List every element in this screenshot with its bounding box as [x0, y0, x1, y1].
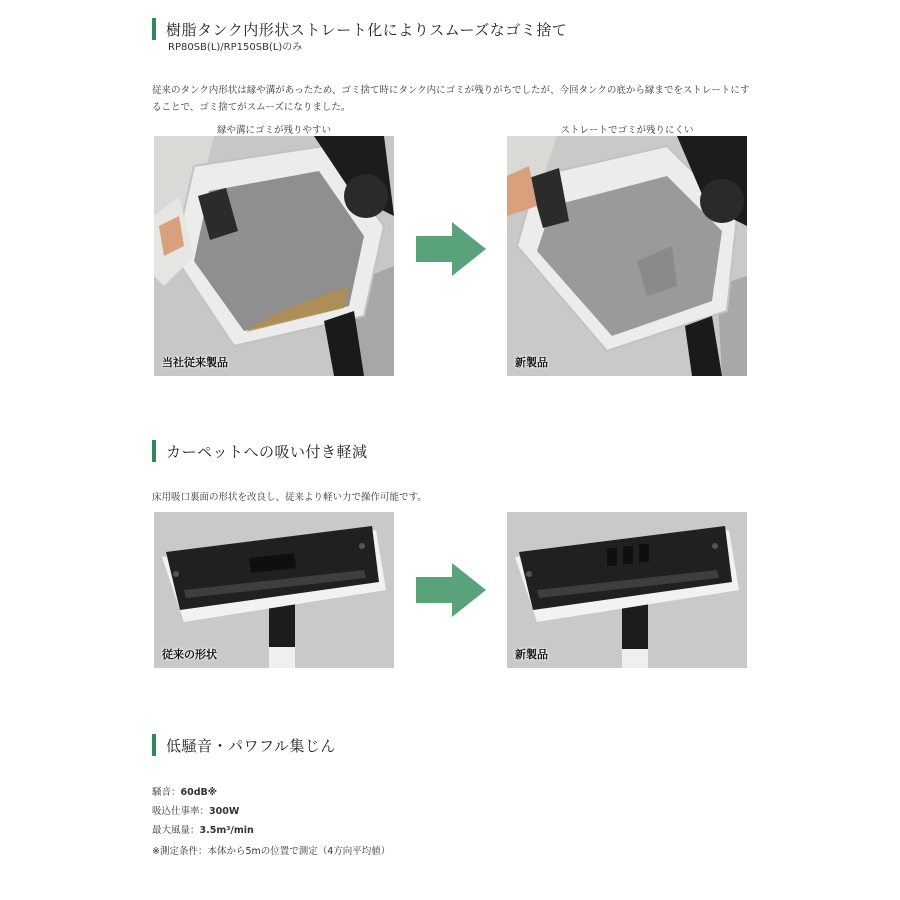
carpet-description: 床用吸口裏面の形状を改良し、従来より軽い力で操作可能です。	[152, 492, 427, 503]
photo-new-tank	[507, 136, 747, 376]
spec-airflow-label: 最大風量：	[152, 825, 200, 836]
caption-old-tank: 縁や溝にゴミが残りやすい	[216, 125, 331, 136]
spec-suction-power	[152, 802, 239, 821]
caption-new-tank: ストレートでゴミが残りにくい	[560, 125, 694, 136]
photo-new-nozzle	[507, 512, 747, 668]
section-title-tank-text: 樹脂タンク内形状ストレート化によりスムーズなゴミ捨て	[166, 20, 568, 39]
spec-airflow	[152, 821, 254, 840]
spec-noise	[152, 783, 217, 802]
right-arrow-icon	[416, 563, 486, 617]
spec-suction-value: 300W	[209, 806, 240, 817]
tank-description: 従来のタンク内形状は縁や溝があったため、ゴミ捨て時にタンク内にゴミが残りがちでしたが、今回タンクの底から縁までをストレートにすることで、ゴミ捨てがスムーズになりました。	[152, 85, 750, 113]
spec-suction-label: 吸込仕事率：	[152, 806, 210, 817]
photo-old-tank	[154, 136, 394, 376]
spec-noise-label: 騒音：	[152, 787, 181, 798]
label-new-product-nozzle: 新製品	[515, 648, 548, 661]
accent-bar	[152, 18, 156, 40]
old-tank-illustration	[154, 136, 394, 376]
measurement-note: ※測定条件：本体から5mの位置で測定（4方向平均値）	[152, 846, 391, 857]
old-nozzle-illustration	[154, 512, 394, 668]
label-new-product-tank: 新製品	[515, 356, 548, 369]
accent-bar	[152, 734, 156, 756]
new-nozzle-illustration	[507, 512, 747, 668]
spec-airflow-value: 3.5m³/min	[199, 825, 254, 836]
model-subtitle: RP80SB(L)/RP150SB(L)のみ	[168, 42, 303, 53]
accent-bar	[152, 440, 156, 462]
label-old-shape: 従来の形状	[162, 648, 217, 661]
section-title-power	[152, 732, 336, 758]
new-tank-illustration	[507, 136, 747, 376]
label-old-product: 当社従来製品	[162, 356, 228, 369]
section-title-carpet	[152, 438, 368, 464]
spec-noise-value: 60dB※	[180, 787, 218, 798]
section-title-power-text: 低騒音・パワフル集じん	[166, 736, 336, 755]
right-arrow-icon	[416, 222, 486, 276]
section-title-carpet-text: カーペットへの吸い付き軽減	[166, 442, 368, 461]
photo-old-nozzle	[154, 512, 394, 668]
